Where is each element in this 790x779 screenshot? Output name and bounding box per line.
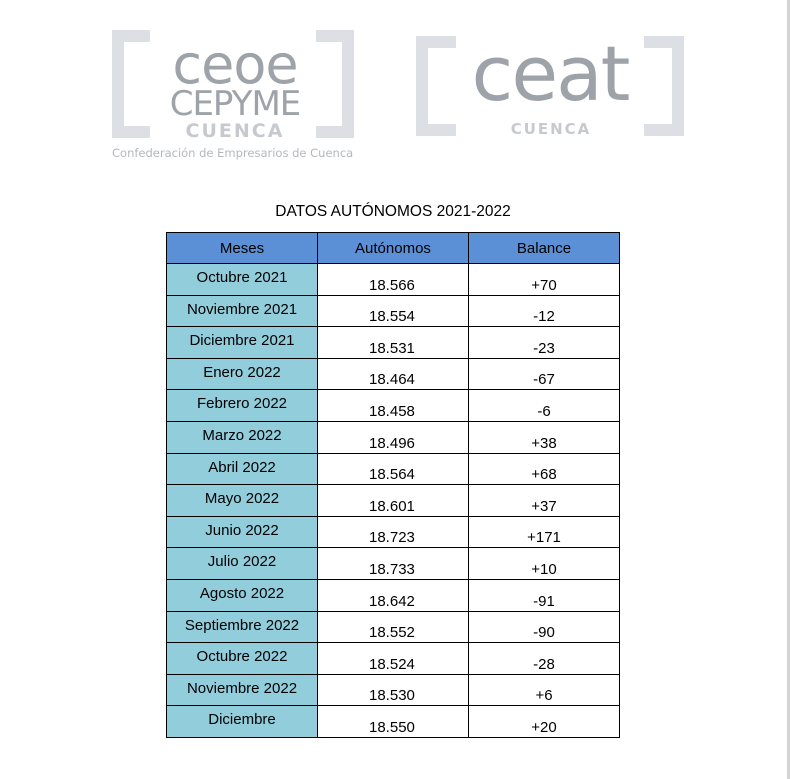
month-cell: Diciembre — [167, 706, 318, 738]
month-cell: Julio 2022 — [167, 548, 318, 580]
month-cell: Enero 2022 — [167, 358, 318, 390]
table-row — [167, 706, 620, 738]
table-row — [167, 579, 620, 611]
month-cell: Marzo 2022 — [167, 421, 318, 453]
table-row — [167, 327, 620, 359]
autonomos-cell: 18.733 — [318, 548, 469, 580]
autonomos-cell: 18.566 — [318, 264, 469, 296]
document-title: DATOS AUTÓNOMOS 2021-2022 — [275, 203, 511, 220]
autonomos-cell: 18.723 — [318, 516, 469, 548]
ceoe-wordmark: ceoe — [172, 33, 298, 96]
ceoe-cepyme-logo — [112, 30, 356, 162]
autonomos-cell: 18.550 — [318, 706, 469, 738]
header-balance: Balance — [469, 233, 620, 264]
header-autonomos: Autónomos — [318, 233, 469, 264]
autonomos-cell: 18.458 — [318, 390, 469, 422]
ceat-logo — [416, 29, 684, 140]
table-row — [167, 643, 620, 675]
table-row — [167, 611, 620, 643]
balance-cell: -91 — [469, 579, 620, 611]
balance-cell: -67 — [469, 358, 620, 390]
table-row — [167, 295, 620, 327]
ceat-wordmark: ceat — [471, 29, 629, 118]
autonomos-cell: 18.464 — [318, 358, 469, 390]
table-row — [167, 674, 620, 706]
month-cell: Abril 2022 — [167, 453, 318, 485]
autonomos-cell: 18.524 — [318, 643, 469, 675]
balance-cell: +10 — [469, 548, 620, 580]
autonomos-cell: 18.552 — [318, 611, 469, 643]
balance-cell: +6 — [469, 674, 620, 706]
autonomos-cell: 18.554 — [318, 295, 469, 327]
balance-cell: +20 — [469, 706, 620, 738]
month-cell: Noviembre 2022 — [167, 674, 318, 706]
table-row — [167, 264, 620, 296]
balance-cell: -28 — [469, 643, 620, 675]
table-row — [167, 548, 620, 580]
table-row — [167, 516, 620, 548]
balance-cell: -23 — [469, 327, 620, 359]
month-cell: Octubre 2022 — [167, 643, 318, 675]
balance-cell: +171 — [469, 516, 620, 548]
autonomos-cell: 18.601 — [318, 485, 469, 517]
balance-cell: +37 — [469, 485, 620, 517]
table-row — [167, 390, 620, 422]
autonomos-table — [166, 232, 620, 738]
month-cell: Mayo 2022 — [167, 485, 318, 517]
balance-cell: -12 — [469, 295, 620, 327]
autonomos-cell: 18.564 — [318, 453, 469, 485]
month-cell: Agosto 2022 — [167, 579, 318, 611]
ceoe-city-label: CUENCA — [185, 120, 285, 142]
ceoe-tagline: Confederación de Empresarios de Cuenca — [112, 146, 354, 160]
autonomos-cell: 18.531 — [318, 327, 469, 359]
table-row — [167, 421, 620, 453]
table-row — [167, 453, 620, 485]
balance-cell: -90 — [469, 611, 620, 643]
month-cell: Octubre 2021 — [167, 264, 318, 296]
autonomos-cell: 18.642 — [318, 579, 469, 611]
balance-cell: -6 — [469, 390, 620, 422]
balance-cell: +68 — [469, 453, 620, 485]
autonomos-cell: 18.530 — [318, 674, 469, 706]
autonomos-cell: 18.496 — [318, 421, 469, 453]
month-cell: Diciembre 2021 — [167, 327, 318, 359]
month-cell: Junio 2022 — [167, 516, 318, 548]
logo-bracket-left — [112, 30, 150, 138]
month-cell: Noviembre 2021 — [167, 295, 318, 327]
month-cell: Septiembre 2022 — [167, 611, 318, 643]
cepyme-wordmark: CEPYME — [169, 84, 301, 124]
header-meses: Meses — [167, 233, 318, 264]
table-header-row — [167, 233, 620, 264]
table-row — [167, 485, 620, 517]
ceat-city-label: CUENCA — [510, 120, 592, 138]
table-row — [167, 358, 620, 390]
balance-cell: +38 — [469, 421, 620, 453]
month-cell: Febrero 2022 — [167, 390, 318, 422]
balance-cell: +70 — [469, 264, 620, 296]
